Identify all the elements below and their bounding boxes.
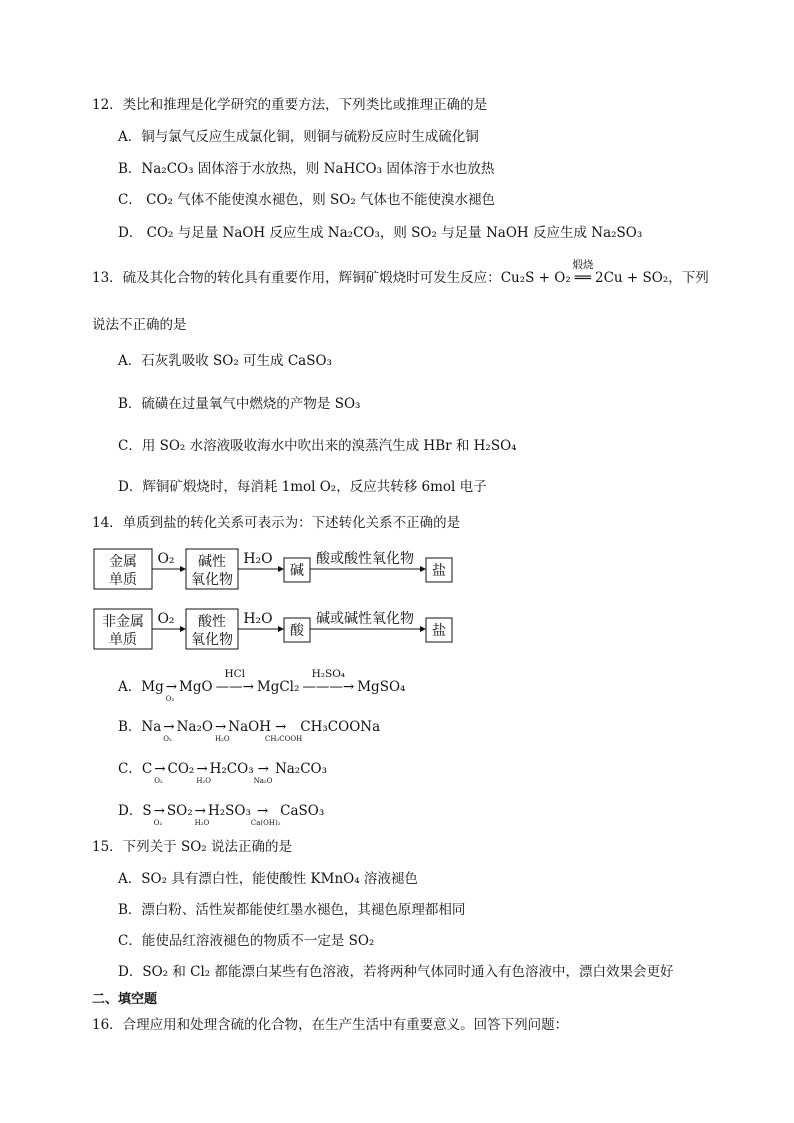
q14-d-arrow3: → Ca(OH)₂ [257,802,268,820]
q14-d-species4: CaSO₃ [280,803,325,819]
q14-d-species2: SO₂ [166,803,193,819]
q16-stem: 16．合理应用和处理含硫的化合物，在生产生活中有重要意义。回答下列问题： [92,1017,569,1033]
q14-a-arrow1: → O₂ [166,678,177,696]
q15-option-a[interactable]: A．SO₂ 具有漂白性，能使酸性 KMnO₄ 溶液褪色 [118,871,418,887]
q13-eq-right: 2Cu + SO₂ [595,270,669,286]
q14-a-species3: MgCl₂ [256,679,300,695]
q14-option-b[interactable] [118,718,381,743]
q13-stem-tail: ，下列 [668,270,709,286]
q12-option-b[interactable]: B．Na₂CO₃ 固体溶于水放热，则 NaHCO₃ 固体溶于水也放热 [118,161,495,177]
q14-a-species4: MgSO₄ [357,679,406,695]
row2-mid-line2: 氧化物 [191,632,233,648]
row1-reagent2: H₂O [243,551,273,567]
q14-b-species3: NaOH [228,719,271,735]
q13-stem [92,259,709,287]
q14-c-label: C． [118,761,142,777]
q14-d-arrow1: → O₂ [154,802,165,820]
q14-d-cond1: O₂ [153,819,163,827]
row2-mid-line1: 酸性 [198,614,226,630]
q14-b-species2: Na₂O [176,719,213,735]
row2-reagent1: O₂ [157,611,175,627]
row2-end-label: 盐 [432,623,446,639]
q14-d-cond3: Ca(OH)₂ [250,819,281,827]
q14-a-cond3: H₂SO₄ [311,668,346,680]
q14-a-arrow2: HCl ——→ [216,678,254,696]
q14-b-arrow2: → H₂O [215,718,226,736]
q14-c-cond3: Na₂O [253,777,273,785]
q15-option-d[interactable]: D．SO₂ 和 Cl₂ 都能漂白某些有色溶液，若将两种气体同时通入有色溶液中，漂白效果会更好 [118,964,674,980]
q14-c-arrow2: → H₂O [196,760,207,778]
q14-d-label: D． [118,803,143,819]
q14-c-arrow1: → O₂ [154,760,165,778]
q13-eq-left: Cu₂S + O₂ [500,270,571,286]
row2-box3-label: 酸 [290,623,304,639]
q13-option-d[interactable]: D．辉铜矿煅烧时，每消耗 1mol O₂，反应共转移 6mol 电子 [118,479,487,495]
q14-b-cond3: CH₃COOH [264,735,303,743]
q14-c-species2: CO₂ [167,761,195,777]
q13-equation [500,259,669,287]
row1-mid-line1: 碱性 [198,554,226,570]
q15-option-c[interactable]: C．能使品红溶液褪色的物质不一定是 SO₂ [118,933,375,949]
q14-option-a[interactable] [118,668,406,703]
row1-reagent1: O₂ [157,551,175,567]
row1-start-line1: 金属 [109,554,137,570]
q14-a-arrow3: H₂SO₄ ———→ [302,678,354,696]
q14-c-species1: C [141,761,153,777]
q13-option-a[interactable]: A．石灰乳吸收 SO₂ 可生成 CaSO₃ [118,353,332,369]
q12-option-c[interactable]: C． CO₂ 气体不能使溴水褪色，则 SO₂ 气体也不能使溴水褪色 [118,192,496,208]
q15-option-b[interactable]: B．漂白粉、活性炭都能使红墨水褪色，其褪色原理都相同 [118,902,466,918]
q14-b-arrow3: → CH₃COOH [275,718,286,736]
q14-a-label: A． [118,679,142,695]
row1-mid-line2: 氧化物 [191,572,233,588]
q14-d-species3: H₂SO₃ [207,803,251,819]
q13-eq-arrow: 煅烧 ══ [575,269,591,287]
q13-stem-line2: 说法不正确的是 [92,317,187,333]
row1-start-line2: 单质 [109,572,137,588]
section-heading: 二、填空题 [92,992,158,1007]
q13-option-c[interactable]: C．用 SO₂ 水溶液吸收海水中吹出来的溴蒸汽生成 HBr 和 H₂SO₄ [118,438,517,454]
q14-conversion-diagram [92,545,472,659]
q14-option-c[interactable] [118,760,328,785]
q14-c-cond1: O₂ [154,777,163,785]
q13-eq-condition: 煅烧 [572,259,594,271]
q14-a-cond1: O₂ [165,695,175,703]
q14-d-arrow2: → H₂O [195,802,206,820]
q14-b-arrow1: → O₂ [163,718,174,736]
row1-box3-label: 碱 [290,563,304,579]
q14-b-cond2: H₂O [214,735,230,743]
q14-option-d[interactable] [118,802,325,827]
q14-a-species2: MgO [179,679,213,695]
q13-option-b[interactable]: B．硫磺在过量氧气中燃烧的产物是 SO₃ [118,396,361,412]
q14-b-cond1: O₂ [163,735,172,743]
row1-reagent3: 酸或酸性氧化物 [316,551,414,567]
q14-stem: 14．单质到盐的转化关系可表示为：下述转化关系不正确的是 [92,515,461,531]
row1-end-label: 盐 [432,563,446,579]
q14-a-species1: Mg [141,679,164,695]
q15-stem: 15．下列关于 SO₂ 说法正确的是 [92,839,292,855]
q13-stem-text: 13．硫及其化合物的转化具有重要作用，辉铜矿煅烧时可发生反应： [92,270,501,286]
q14-c-species3: H₂CO₃ [209,761,254,777]
q12-stem: 12．类比和推理是化学研究的重要方法，下列类比或推理正确的是 [92,97,488,113]
q14-d-species1: S [142,803,152,819]
q14-b-species4: CH₃COONa [300,719,381,735]
q12-option-a[interactable]: A．铜与氯气反应生成氯化铜，则铜与硫粉反应时生成硫化铜 [118,129,479,145]
q12-option-d[interactable]: D． CO₂ 与足量 NaOH 反应生成 Na₂CO₃，则 SO₂ 与足量 NaOH 反应生成 Na₂SO₃ [118,225,643,241]
q14-c-arrow3: → Na₂O [258,760,269,778]
q14-d-cond2: H₂O [194,819,210,827]
q14-c-species4: Na₂CO₃ [274,761,328,777]
row2-start-line1: 非金属 [102,614,144,630]
row2-reagent3: 碱或碱性氧化物 [316,611,414,627]
row2-reagent2: H₂O [243,611,273,627]
q14-c-cond2: H₂O [196,777,211,785]
q14-a-cond2: HCl [224,668,246,680]
q14-b-species1: Na [141,719,162,735]
q14-b-label: B． [118,719,142,735]
row2-start-line2: 单质 [109,632,137,648]
